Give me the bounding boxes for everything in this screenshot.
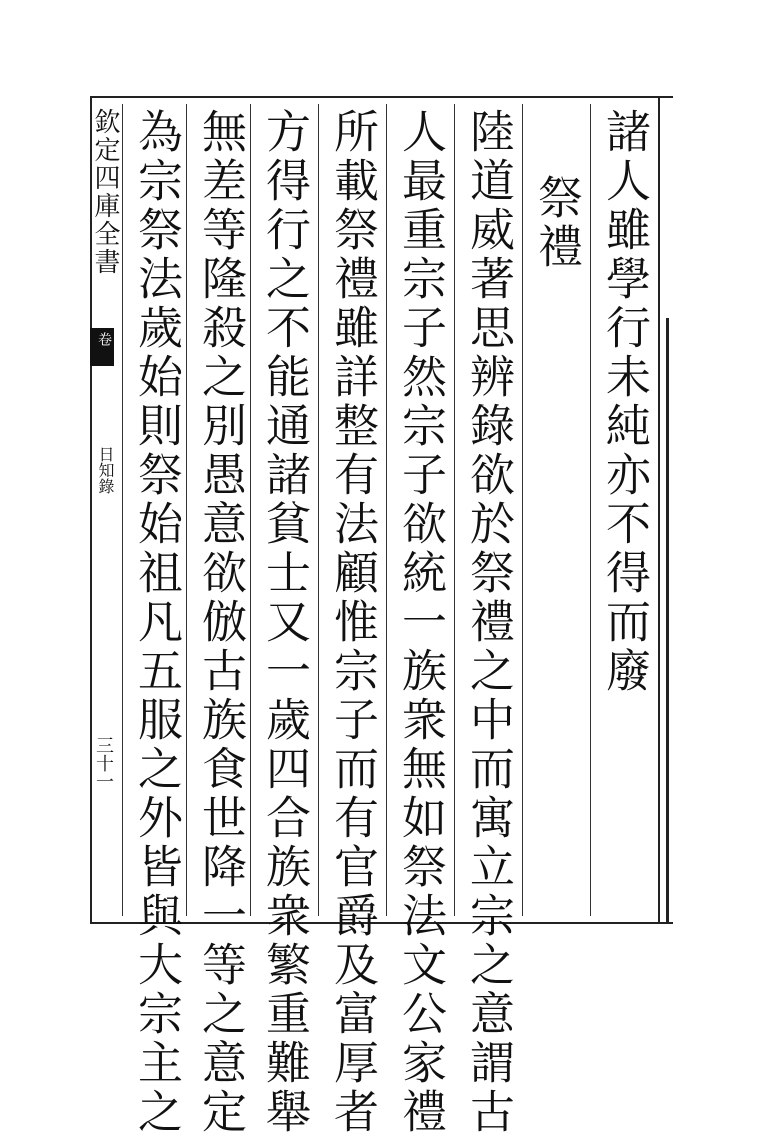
- column-rule: [122, 104, 123, 916]
- fish-tail-label: 卷: [96, 332, 112, 346]
- column-text: 陸道威著思辨錄欲於祭禮之中而寓立宗之意謂古: [462, 108, 515, 1137]
- page-margin: [90, 96, 122, 924]
- column-rule: [590, 104, 591, 916]
- column-rule: [250, 104, 251, 916]
- page-number: 三十一: [93, 736, 114, 790]
- column-rule: [186, 104, 187, 916]
- text-column-6: [254, 108, 314, 1137]
- text-column-7: [190, 108, 250, 1137]
- column-text: 方得行之不能通諸貧士又一歲四合族衆繁重難舉: [258, 108, 311, 1137]
- book-title: 日知錄: [96, 446, 115, 494]
- column-rule: [318, 104, 319, 916]
- column-text: 諸人雖學行未純亦不得而廢: [598, 108, 651, 696]
- column-rule: [386, 104, 387, 916]
- column-text: 人最重宗子然宗子欲統一族衆無如祭法文公家禮: [394, 108, 447, 1137]
- column-text: 所載祭禮雖詳整有法顧惟宗子而有官爵及富厚者: [326, 108, 379, 1137]
- text-column-8: [126, 108, 186, 1137]
- text-column-4: [390, 108, 450, 1137]
- text-column-1: [594, 108, 654, 696]
- text-column-5: [322, 108, 382, 1137]
- text-column-2: [526, 108, 586, 272]
- column-rule: [522, 104, 523, 916]
- collection-title: 欽定四庫全書: [90, 108, 120, 276]
- column-rule: [454, 104, 455, 916]
- column-text: 為宗祭法歲始則祭始祖凡五服之外皆與大宗主之: [130, 108, 183, 1137]
- page-border-right: [658, 96, 660, 924]
- text-column-3: [458, 108, 518, 1137]
- section-heading: 祭禮: [530, 174, 583, 272]
- column-text: 無差等隆殺之別愚意欲倣古族食世降一等之意定: [194, 108, 247, 1137]
- page-border-right-thick: [666, 318, 669, 924]
